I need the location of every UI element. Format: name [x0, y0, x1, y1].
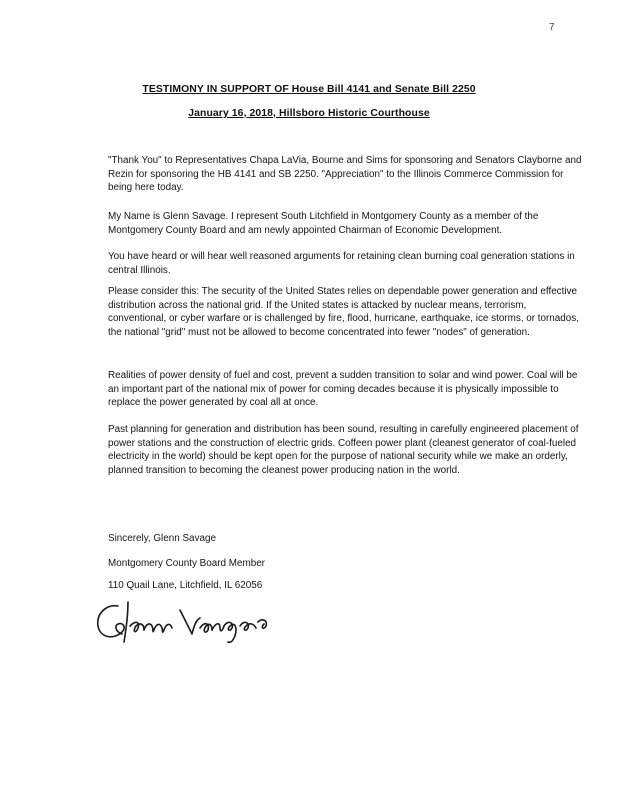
- paragraph-planning: Past planning for generation and distribution has been sound, resulting in carefully engineered placement of power stations and the construction of electric grids. Coffeen power plant (cleanest generator of coal-fueled electricity in the world) should be kept open for the purpose of national security while we make an orderly, planned transition to becoming the cleanest power producing nation in the world.: [108, 424, 579, 476]
- sign-off: Sincerely, Glenn Savage: [108, 533, 216, 544]
- page-mark: 7: [549, 22, 555, 33]
- hearing-date-location: January 16, 2018, Hillsboro Historic Courthouse: [188, 108, 430, 119]
- paragraph-national-security: Please consider this: The security of the United States relies on dependable power generation and effective distribution across the national grid. If the United states is attacked by nuclear means, terrorism, conventional, or cyber warfare or is challenged by fire, flood, hurricane, earthquake, ice storms, or tornados, the national "grid" must not be allowed to become concentrated into fewer "nodes" of generation.: [108, 286, 579, 338]
- testimony-title: TESTIMONY IN SUPPORT OF House Bill 4141 and Senate Bill 2250: [142, 84, 476, 95]
- signer-address: 110 Quail Lane, Litchfield, IL 62056: [108, 580, 263, 591]
- paragraph-power-density: Realities of power density of fuel and cost, prevent a sudden transition to solar and wind power. Coal will be an important part of the national mix of power for coming decades because it is physically impossible to replace the power generated by coal all at once.: [108, 370, 578, 409]
- handwritten-signature-icon: [88, 596, 278, 648]
- signer-title: Montgomery County Board Member: [108, 558, 265, 569]
- paragraph-introduction: My Name is Glenn Savage. I represent South Litchfield in Montgomery County as a member of the Montgomery County Board and am newly appointed Chairman of Economic Development.: [108, 211, 539, 236]
- paragraph-thanks: "Thank You" to Representatives Chapa LaVia, Bourne and Sims for sponsoring and Senators Clayborne and Rezin for sponsoring the HB 4141 and SB 2250. "Appreciation" to the Illinois Commerce Commission for being here today.: [108, 155, 582, 194]
- paragraph-arguments: You have heard or will hear well reasoned arguments for retaining clean burning coal generation stations in central Illinois.: [108, 251, 575, 276]
